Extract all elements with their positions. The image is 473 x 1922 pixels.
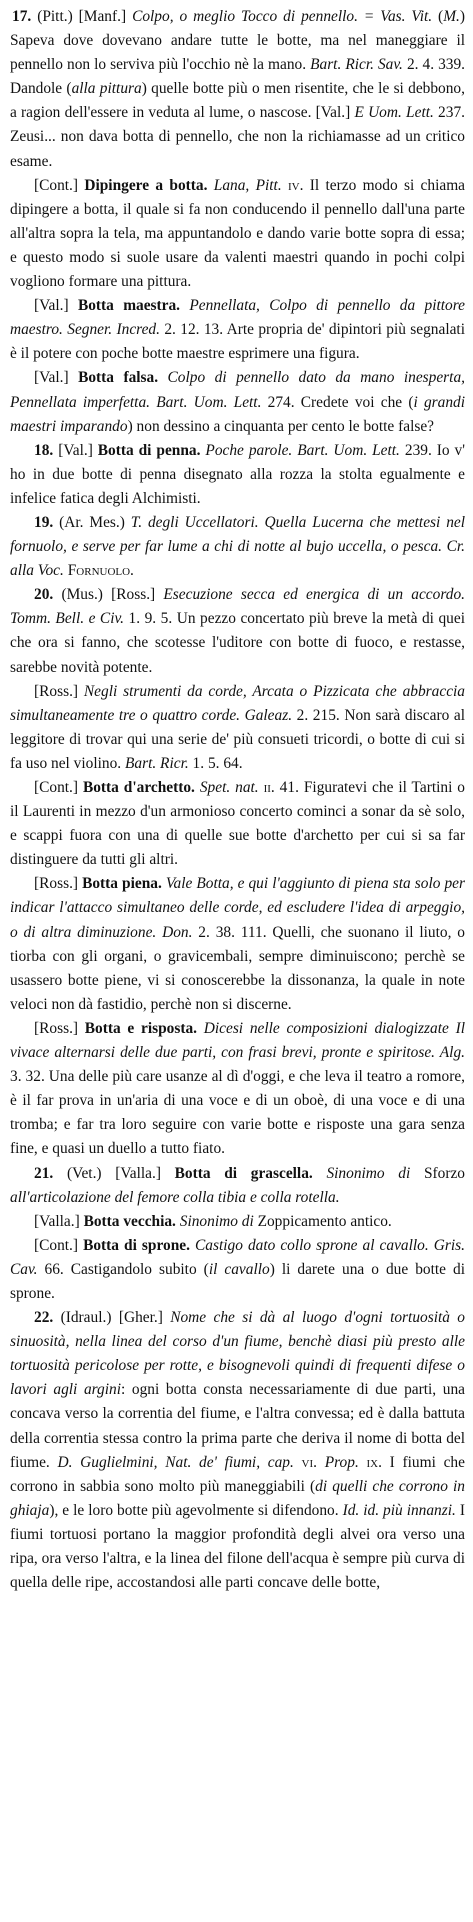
entry-text: D. Guglielmini, Nat. de' fiumi, cap. [57, 1453, 294, 1471]
entry-paragraph [10, 1162, 465, 1210]
entry-text: Pennellata, Colpo di pennello da pittore maestro. Segner. Incred. [10, 297, 465, 339]
entry-text: i grandi maestri imparando [10, 393, 465, 435]
entry-headword: Botta di penna. [97, 441, 201, 459]
entry-text: Prop. [324, 1453, 359, 1471]
entry-text: nuolo. [91, 562, 134, 580]
entry-text: il cavallo [208, 1260, 270, 1278]
entry-paragraph [10, 1306, 465, 1595]
entry-text: 237. Zeusi... non dava botta di pennello, che non la richiamasse ad un critico esame. [10, 104, 465, 170]
entry-paragraph [10, 776, 465, 872]
entry-text: 239. Io v' ho in due botte di penna disegnato alla rozza la stolta egualmente e infelice fatica degli Alchimisti. [10, 441, 465, 507]
entry-text [158, 369, 167, 386]
entry-text: Sinonimo di [326, 1164, 411, 1182]
entry-headword: Botta e risposta. [84, 1019, 198, 1037]
entry-text: (Ar. Mes.) [53, 513, 131, 531]
entry-text: [Ross.] [34, 682, 84, 700]
entry-headword: 18. [34, 441, 54, 459]
entry-text: : ogni botta consta necessariamente di due parti, una concava verso la correntia del fiume, e l'altra convessa; ed è dalla battuta della correntia stessa contro la prima parte che deriva il nome di botta del fiume. [10, 1381, 465, 1471]
entry-text: all'articolazione del femore colla tibia e colla rotella. [10, 1188, 340, 1206]
entry-text: Colpo, o meglio Tocco di pennello. = Vas. Vit. [132, 8, 433, 25]
entry-paragraph [10, 294, 465, 366]
entry-text: (Pitt.) [Manf.] [31, 8, 133, 25]
entry-text: Sforzo [410, 1164, 465, 1182]
entry-headword: Botta piena. [82, 875, 162, 893]
entry-text: Bart. Ricr. Sav. [310, 56, 403, 74]
entry-text: 1. 5. 64. [188, 754, 243, 772]
entry-paragraph [10, 1234, 465, 1306]
entry-headword: Botta d'archetto. [82, 779, 195, 796]
entry-headword: 17. [12, 8, 32, 25]
entry-text: vi. [293, 1453, 318, 1471]
entry-text: ii. 41. [258, 779, 299, 796]
entry-text: I fiumi che corrono in sabbia sono molto più maneggiabili ( [10, 1453, 465, 1495]
entry-text: [Val.] [34, 297, 78, 315]
entry-text: E Uom. Lett. [354, 104, 434, 122]
entry-text: [Valla.] [34, 1212, 84, 1230]
entry-text: alla pittura [71, 80, 142, 98]
entry-text: [Val.] [34, 369, 79, 387]
entry-paragraph [10, 366, 465, 438]
entry-text [197, 1020, 204, 1037]
entry-paragraph [10, 680, 465, 776]
entry-text: 2. 12. 13. Arte propria de' dipintori più segnalati è il potere con poche botte maestre esprimere una figura. [10, 321, 465, 363]
entry-text: Il terzo modo si chiama dipingere a botta, il quale si fa non conducendo il pennello dall'una parte all'altra sopra la tela, ma appuntandolo e dando varie botte sopra di essa; e questo modo si suole usare da valenti maestri quando in pochi colpi vogliono formare una pittura. [10, 176, 465, 291]
entry-text: M. [443, 8, 460, 25]
entry-paragraph [10, 5, 465, 174]
entry-text: 2. 38. 111. Quelli, che suonano il liuto, o tiorba con gli organi, o gravicembali, sempre diminuiscono; perchè se usassero botte piene, vi si conoscerebbe la dissonanza, la quale in note veloci non dà fastidio, perchè non si discerne. [10, 923, 465, 1013]
entry-paragraph [10, 439, 465, 511]
entry-text: 3. 32. Una delle più care usanze al dì d'oggi, e che leva il teatro a romore, è il far prova in un'aria di una voce e di un oboè, di una voce e di una tromba; e far tra loro seguire con varie botte e risposte una gara senza fine, e quasi un duello a tutto fiato. [10, 1068, 465, 1158]
entry-text: Colpo di pennello dato da mano inesperta, Pennellata imperfetta. Bart. Uom. Lett. [10, 369, 465, 411]
entry-text: ( [432, 8, 444, 25]
entry-headword: Botta vecchia. [83, 1212, 176, 1230]
entry-text: ix. [358, 1453, 382, 1471]
entry-text [317, 1454, 325, 1471]
entry-paragraph [10, 174, 465, 294]
entry-text: [Cont.] [34, 779, 83, 796]
entry-text: I fiumi tortuosi portano la maggior profondità degli alvei ora verso una ripa, ora verso l'altra, e la linea del filone dell'acqua è sempre più curva di quella delle ripe, accostandosi alle parti concave delle botte, [10, 1501, 465, 1592]
entry-text: Nome che si dà al luogo d'ogni tortuosità o sinuosità, nella linea del corso d'un fiume, benchè diasi più presto alle tortuosità pericolose per rotte, e bisognevoli quindi di frequenti difese o lavori agli argini [10, 1309, 466, 1399]
entry-text: [Ross.] [34, 875, 83, 893]
entry-text: Zoppicamento antico. [253, 1212, 392, 1230]
entry-text: [Val.] [53, 441, 98, 459]
entry-text: (Vet.) [Valla.] [53, 1164, 175, 1182]
entry-paragraph [10, 1017, 465, 1162]
entry-text: [Ross.] [34, 1019, 85, 1037]
entry-text: Figuratevi che il Tartini o il Laurenti in mezzo d'un armonioso concerto cominci a sonar da sè solo, e scappi fuora con una di quelle sue botte d'archetto per cui si sa far distinguere da tutti gli altri. [10, 779, 465, 869]
entry-headword: 22. [34, 1309, 54, 1327]
entry-text: ) quelle botte più o men risentite, che le si debbono, a ragion dell'essere in veduta al lume, o nascose. [Val.] [10, 80, 465, 122]
entry-text [313, 1165, 327, 1182]
entry-paragraph [10, 583, 465, 679]
entry-text: 2. 4. 339. Dandole ( [10, 56, 465, 98]
entry-text: Poche parole. Bart. Uom. Lett. [205, 441, 400, 459]
entry-text: [Cont.] [34, 176, 85, 194]
entry-text: Esecuzione secca ed energica di un accordo. Tomm. Bell. e Civ. [10, 586, 465, 628]
entry-text: iv. [281, 176, 304, 194]
entry-headword: Botta di sprone. [83, 1236, 190, 1254]
entry-text: Spet. nat. [199, 779, 259, 796]
entry-headword: Botta di grascella. [174, 1164, 313, 1182]
entry-text: (Mus.) [Ross.] [53, 586, 164, 604]
entry-headword: Botta falsa. [78, 369, 159, 387]
entry-paragraph [10, 511, 465, 583]
entry-text: Negli strumenti da corde, Arcata o Pizzicata che abbraccia simultaneamente tre o quattro corde. Galeaz. [10, 682, 466, 724]
entry-text: For [63, 562, 92, 580]
entry-text: ), e le loro botte più agevolmente si difendono. [49, 1501, 343, 1519]
entry-text: Dicesi nelle composizioni dialogizzate Il vivace alternarsi delle due parti, con frasi brevi, pronte e spiritose. Alg. [10, 1019, 465, 1062]
entry-text: Vale Botta, e qui l'aggiunto di piena sta solo per indicar l'attacco simultaneo delle corde, ed escludere l'idea di arpeggio, o di altra diminuzione. Don. [10, 875, 465, 941]
entry-text: T. degli Uccellatori. Quella Lucerna che mettesi nel fornuolo, e serve per far lume a chi di notte al bujo uccella, o pesca. Cr. alla Voc. [10, 513, 465, 580]
entry-text: ) li darete una o due botte di sprone. [10, 1260, 465, 1302]
entry-text: 2. 215. Non sarà discaro al leggitore di trovar qui una serie de' più consueti tricordi, o botte di cui si fa uso nel violino. [10, 706, 465, 772]
entry-text: [Cont.] [34, 1236, 84, 1254]
entry-text: di quelli che corrono in ghiaja [10, 1477, 465, 1519]
entry-text: 1. 9. 5. Un pezzo concertato più breve la metà di quei che ora si fanno, che scotesse l'uditore con botte di fuoco, e restasse, sarebbe novità potente. [10, 610, 465, 676]
entry-text: Sinonimo di [179, 1212, 254, 1230]
entry-text [180, 297, 189, 314]
entry-headword: 19. [34, 513, 54, 531]
entry-text: (Idraul.) [Gher.] [53, 1309, 171, 1327]
entry-headword: 20. [34, 586, 54, 604]
entry-text: Lana, Pitt. [213, 176, 282, 194]
entry-paragraph [10, 872, 465, 1017]
entry-text: Id. id. più innanzi. [342, 1501, 456, 1519]
entry-headword: 21. [34, 1164, 54, 1182]
entry-text: ) non dessino a cinquanta per cento le botte false? [127, 417, 434, 435]
entry-text: 66. Castigandolo subito ( [37, 1260, 209, 1278]
entry-headword: Botta maestra. [77, 297, 181, 315]
entry-text: ) Sapeva dove dovevano andare tutte le botte, ma nel maneggiare il pennello non lo serviva più l'occhio nè la mano. [10, 8, 465, 74]
entry-text: Bart. Ricr. [125, 754, 189, 772]
entry-text: Castigo dato collo sprone al cavallo. Gris. Cav. [10, 1236, 465, 1278]
entry-paragraph [10, 1210, 465, 1234]
entry-headword: Dipingere a botta. [84, 176, 208, 194]
entry-text: 274. Credete voi che ( [261, 393, 414, 411]
